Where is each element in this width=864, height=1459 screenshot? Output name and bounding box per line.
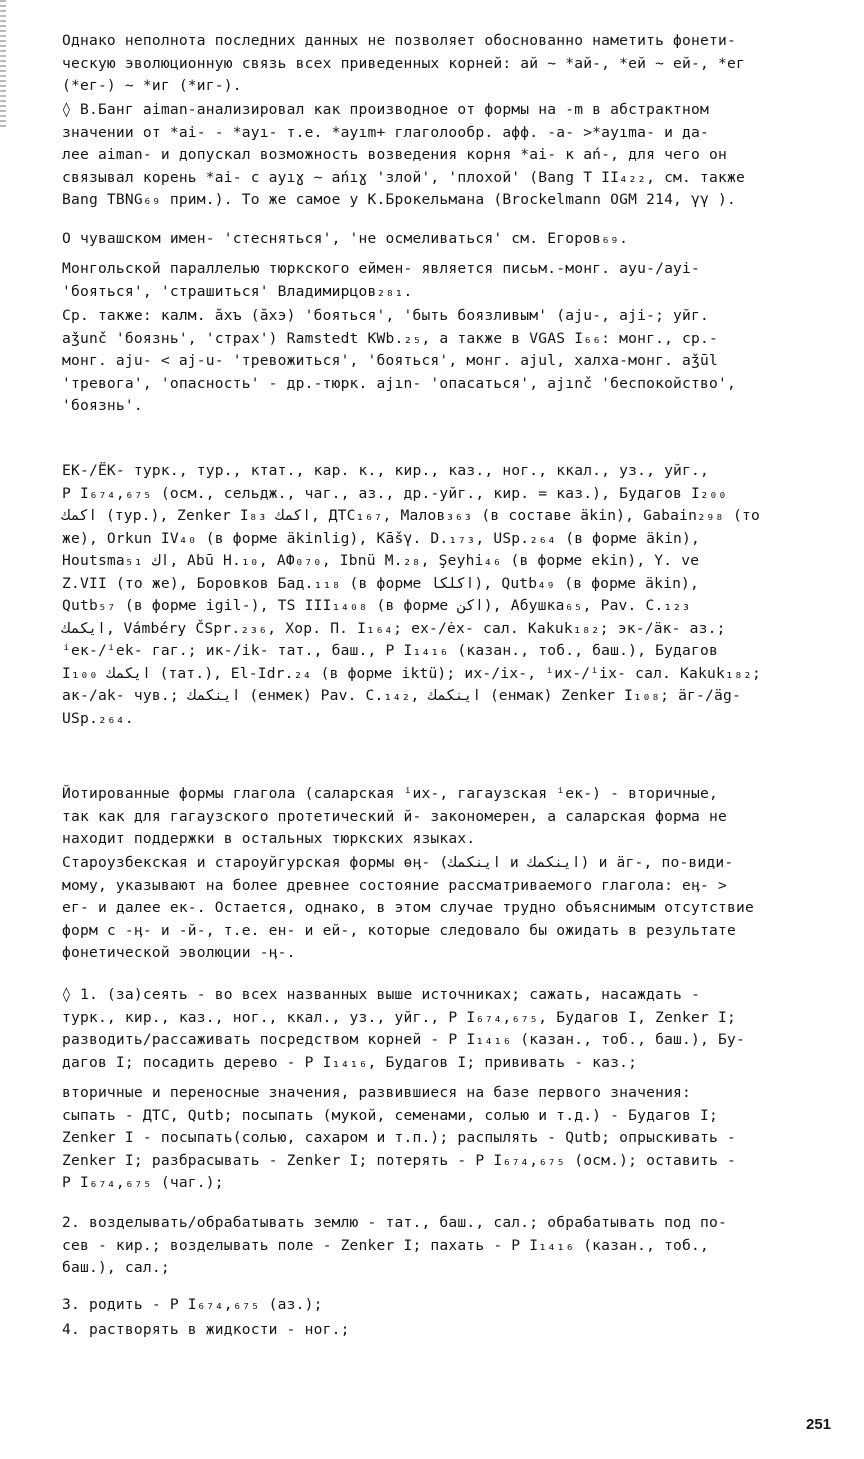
paragraph-chuvash: О чувашском имен- 'стесняться', 'не осмеливаться' см. Егоров₆₉. — [62, 230, 629, 247]
meaning-3-give-birth: 3. родить - Р I₆₇₄,₆₇₅ (аз.); — [62, 1296, 323, 1313]
paragraph-intro: Однако неполнота последних данных не позволяет обоснованно наметить фонети- ческую эволюционную связь всех приведенных корней: ай ~ *ай-, *ей ~ ей-, *ег (*ег-) ~ *иг (*иг-). — [62, 32, 745, 94]
paragraph-iotated-forms: Йотированные формы глагола (саларская ⁱих-, гагаузская ⁱек-) - вторичные, так как для гагаузского протетический й- закономерен, а саларская форма не находит поддержки в остальных тюркских языках. — [62, 785, 727, 847]
meaning-2-cultivate: 2. возделывать/обрабатывать землю - тат., баш., сал.; обрабатывать под по- сев - кир.; возделывать поле - Zenker I; пахать - Р I₁₄₁₆ (казан., тоб., баш.), сал.; — [62, 1214, 727, 1276]
meaning-secondary: вторичные и переносные значения, развившиеся на базе первого значения: сыпать - ДТС, Qutb; посыпать (мукой, семенами, солью и т.д.) - Будагов I; Zenker I - посыпать(солью, сахаром и т.п.); распылять - Qutb; опрыскивать - Zenker I; разбрасывать - Zenker I; потерять - Р I₆₇₄,₆₇₅ (осм.); оставить - Р I₆₇₄,₆₇₅ (чаг.); — [62, 1084, 736, 1191]
paragraph-old-uzbek: Староузбекская и староуйгурская формы өӊ- (اينكمك и اينكمك) и äг-, по-види- мому, указывают на более древнее состояние рассматриваемого глагола: еӊ- > ег- и далее ек-. Остается, однако, в этом случае трудно объяснимым отсутствие форм с -ӊ- и -й-, т.е. ен- и ей-, которые следовало бы ожидать в результате фонетической эволюции -ӊ-. — [62, 854, 754, 961]
paragraph-mongolian: Монгольской параллелью тюркского еймен- является письм.-монг. ayu-/ayi- 'бояться', 'страшиться' Владимирцов₂₈₁. — [62, 260, 701, 300]
page-number: 251 — [806, 1416, 832, 1433]
entry-ek-sources: ЕК-/ЁК- турк., тур., ктат., кар. к., кир., каз., ног., ккал., уз., уйг., Р I₆₇₄,₆₇₅ (осм., сельдж., чаг., аз., др.-уйг., кир. = каз.), Будагов I₂₀₀ اكمك (тур.), Zenker I₈₃ اكمك, ДТС₁₆₇, Малов₃₆₃ (в составе äkin), Gabain₂₉₈ (то же), Orkun IV₄₀ (в форме äkinlig), Kāšγ. D.₁₇₃, USp.₂₆₄ (в форме äkin), Houtsma₅₁ اك, Abū H.₁₀, АФ₀₇₀, Ibnü M.₂₈, Şeyhi₄₆ (в форме ekin), Y. ve Z.VII (то же), Боровков Бад.₁₁₈ (в форме اكلكا), Qutb₄₉ (в форме äkin), Qutb₅₇ (в форме igil-), TS III₁₄₀₈ (в форме اكن), Абушка₆₅, Pav. C.₁₂₃ ايكمك, Vámbéry ČSpr.₂₃₆, Хор. П. I₁₆₄; ех-/ėх- сал. Kakuk₁₈₂; эк-/äк- аз.; ⁱек-/ⁱek- гаг.; ик-/ik- тат., баш., Р I₁₄₁₆ (казан., тоб., баш.), Будагов I₁₀₀ ايكمك (тат.), El-Idr.₂₄ (в форме iktü); их-/ix-, ⁱих-/ⁱix- сал. Kakuk₁₈₂; ак-/ak- чув.; اينكمك (енмек) Pav. C.₁₄₂, اينكمك (енмак) Zenker I₁₀₈; ӓг-/äg- USp.₂₆₄. — [62, 462, 761, 727]
paragraph-kalmyk: Ср. также: калм. ăхъ (ăхэ) 'бояться', 'быть боязливым' (aju-, aji-; уйг. aǯunč 'боязнь', 'страх') Ramstedt KWb.₂₅, а также в VGAS I₆₆: монг., ср.- монг. aju- < aj-u- 'тревожиться', 'бояться', монг. ajul, халха-монг. aǯūl 'тревога', 'опасность' - др.-тюрк. ajın- 'опасаться', ajınč 'беспокойство', 'боязнь'. — [62, 307, 736, 414]
paragraph-bang: ◊ В.Банг aiman-анализировал как производное от формы на -m в абстрактном значении от *ai- - *ayı- т.е. *ayım+ глаголообр. афф. -a- >*ayıma- и да- лее aiman- и допускал возможность возведения корня *ai- к ań-, для чего он связывал корень *ai- с ayıɣ ~ ańıɣ 'злой', 'плохой' (Bang T II₄₂₂, см. также Bang TBNG₆₉ прим.). То же самое у К.Брокельмана (Brockelmann OGM 214, γγ ). — [62, 101, 745, 208]
scan-edge-artifact — [0, 0, 6, 130]
meaning-4-dissolve: 4. растворять в жидкости - ног.; — [62, 1321, 350, 1338]
meaning-1-sow: ◊ 1. (за)сеять - во всех названных выше источниках; сажать, насаждать - турк., кир., каз., ног., ккал., уз., уйг., Р I₆₇₄,₆₇₅, Будагов I, Zenker I; разводить/рассаживать посредством корней - Р I₁₄₁₆ (казан., тоб., баш.), Бу- дагов I; посадить дерево - Р I₁₄₁₆, Будагов I; прививать - каз.; — [62, 986, 745, 1071]
